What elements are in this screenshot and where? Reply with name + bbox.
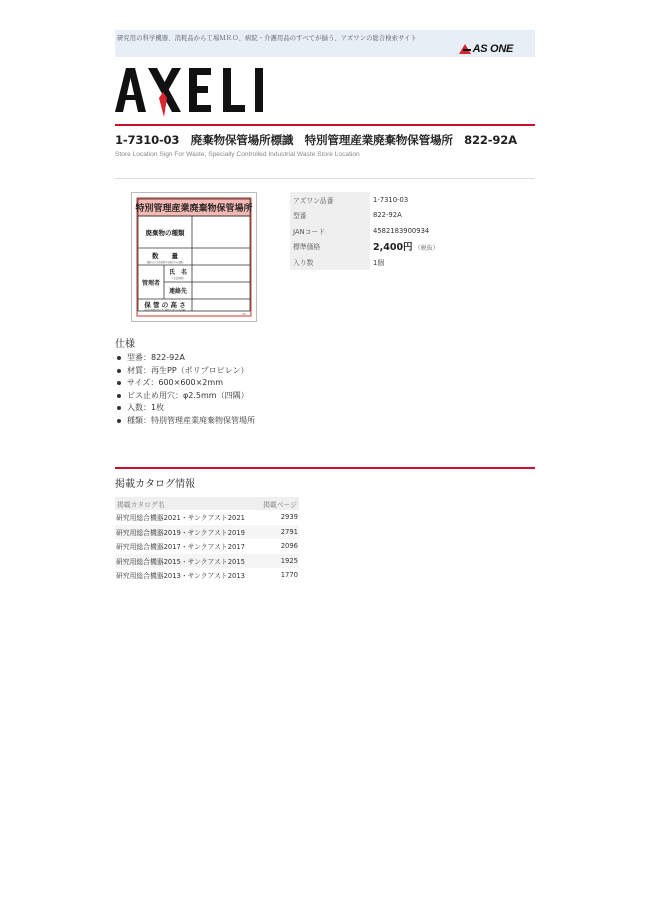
catalog-page: 2791 xyxy=(258,525,299,540)
sign-corner-mark: 22 xyxy=(242,312,246,316)
table-row xyxy=(115,510,299,525)
list-item xyxy=(115,365,255,378)
spec-item-text: 型番：822-92A xyxy=(127,353,185,362)
info-row-price xyxy=(290,239,442,255)
info-label: 型番 xyxy=(290,208,370,224)
site-tagline: 研究用の科学機器、消耗品から工場ＭＲＯ、病院・介護用品のすべてが揃う、アズワンの総合検索サイト xyxy=(117,35,417,42)
info-row-model xyxy=(290,208,442,224)
sign-row-name: 氏 名 xyxy=(168,269,188,276)
info-value: 1個 xyxy=(370,254,442,270)
spec-item-text: 材質：再生PP（ポリプロピレン） xyxy=(127,365,249,375)
product-info-table xyxy=(290,192,442,270)
info-value: 4582183900934 xyxy=(370,223,442,239)
table-row xyxy=(115,539,299,554)
table-row xyxy=(115,568,299,583)
info-row-item-number xyxy=(290,192,442,208)
spec-item-text: 入数：1枚 xyxy=(127,403,165,412)
info-label: アズワン品番 xyxy=(290,192,370,208)
list-item xyxy=(115,415,255,428)
sign-row-storage-height: 保 管 の 高 さ xyxy=(144,301,186,309)
catalog-name: 研究用総合機器2017・サンクアスト2017 xyxy=(116,543,246,552)
info-row-quantity xyxy=(290,254,442,270)
info-label: 入り数 xyxy=(290,254,370,270)
bullet-icon xyxy=(117,356,121,360)
list-item xyxy=(115,352,255,365)
title-divider xyxy=(115,178,535,179)
spec-item-text: サイズ：600×600×2mm xyxy=(127,378,223,387)
sign-row-name-note: （又は名称） xyxy=(170,277,186,280)
bullet-icon xyxy=(117,394,121,398)
axel-logo-icon xyxy=(115,62,270,120)
list-item xyxy=(115,390,255,403)
list-item xyxy=(115,377,255,390)
catalog-page: 1770 xyxy=(280,571,298,580)
as-one-logo[interactable] xyxy=(459,43,513,55)
info-value xyxy=(370,239,442,255)
info-row-jan xyxy=(290,223,442,239)
product-title: 1-7310-03 廃棄物保管場所標識 特別管理産業廃棄物保管場所 822-92A xyxy=(115,133,517,147)
catalog-table xyxy=(115,497,299,583)
catalog-column-name: 掲載カタログ名 xyxy=(115,497,258,510)
bullet-icon xyxy=(117,406,121,410)
as-one-logo-text: AS ONE xyxy=(472,43,513,55)
bullet-icon xyxy=(117,419,121,423)
sign-row-storage-height-note: （屋外で容器を用いずに保管する場合のみ記載） xyxy=(142,310,188,312)
product-subtitle: Store Location Sign For Waste, Specially Controlled Industrial Waste Store Location xyxy=(115,151,360,158)
header-divider xyxy=(115,124,535,126)
catalog-name: 研究用総合機器2021・サンクアスト2021 xyxy=(116,514,246,523)
catalog-name: 研究用総合機器2019・サンクアスト2019 xyxy=(115,525,258,540)
catalog-page: 2096 xyxy=(280,542,298,551)
waste-sign-illustration xyxy=(132,193,256,321)
spec-item-text: ビス止め用穴：φ2.5mm（四隅） xyxy=(127,390,249,400)
bullet-icon xyxy=(117,369,121,373)
sign-title: 特別管理産業廃棄物保管場所 xyxy=(135,204,253,214)
catalog-divider xyxy=(115,467,535,469)
sign-row-manager: 管理者 xyxy=(141,280,161,287)
spec-item-text: 種類：特別管理産業廃棄物保管場所 xyxy=(127,415,255,425)
catalog-page: 2939 xyxy=(280,513,298,522)
catalog-page: 1925 xyxy=(258,554,299,569)
info-label: 標準価格 xyxy=(290,239,370,255)
specification-heading: 仕様 xyxy=(115,339,135,350)
catalog-heading: 掲載カタログ情報 xyxy=(115,479,195,490)
price-value: 2,400円 xyxy=(373,242,413,254)
price-tax-note: （税抜） xyxy=(414,245,439,253)
table-row xyxy=(115,525,299,540)
bullet-icon xyxy=(117,381,121,385)
sign-row-quantity: 数 量 xyxy=(152,252,178,260)
axel-logo xyxy=(115,62,270,120)
info-label: JANコード xyxy=(290,223,370,239)
catalog-header-row xyxy=(115,497,299,510)
sign-row-quantity-note: （積替えのため保管する場合のみ記載） xyxy=(145,261,185,264)
list-item xyxy=(115,402,255,415)
sign-row-contact: 連絡先 xyxy=(168,288,188,295)
catalog-name: 研究用総合機器2015・サンクアスト2015 xyxy=(115,554,258,569)
specification-list xyxy=(115,352,255,427)
catalog-column-page: 掲載ページ xyxy=(258,497,299,510)
info-value: 822-92A xyxy=(370,208,442,224)
product-image[interactable] xyxy=(131,192,257,322)
site-header xyxy=(115,30,535,57)
info-value: 1-7310-03 xyxy=(370,192,442,208)
as-one-logo-icon xyxy=(459,44,471,54)
catalog-name: 研究用総合機器2013・サンクアスト2013 xyxy=(116,572,246,581)
table-row xyxy=(115,554,299,569)
sign-row-waste-type: 廃棄物の種類 xyxy=(145,229,185,237)
